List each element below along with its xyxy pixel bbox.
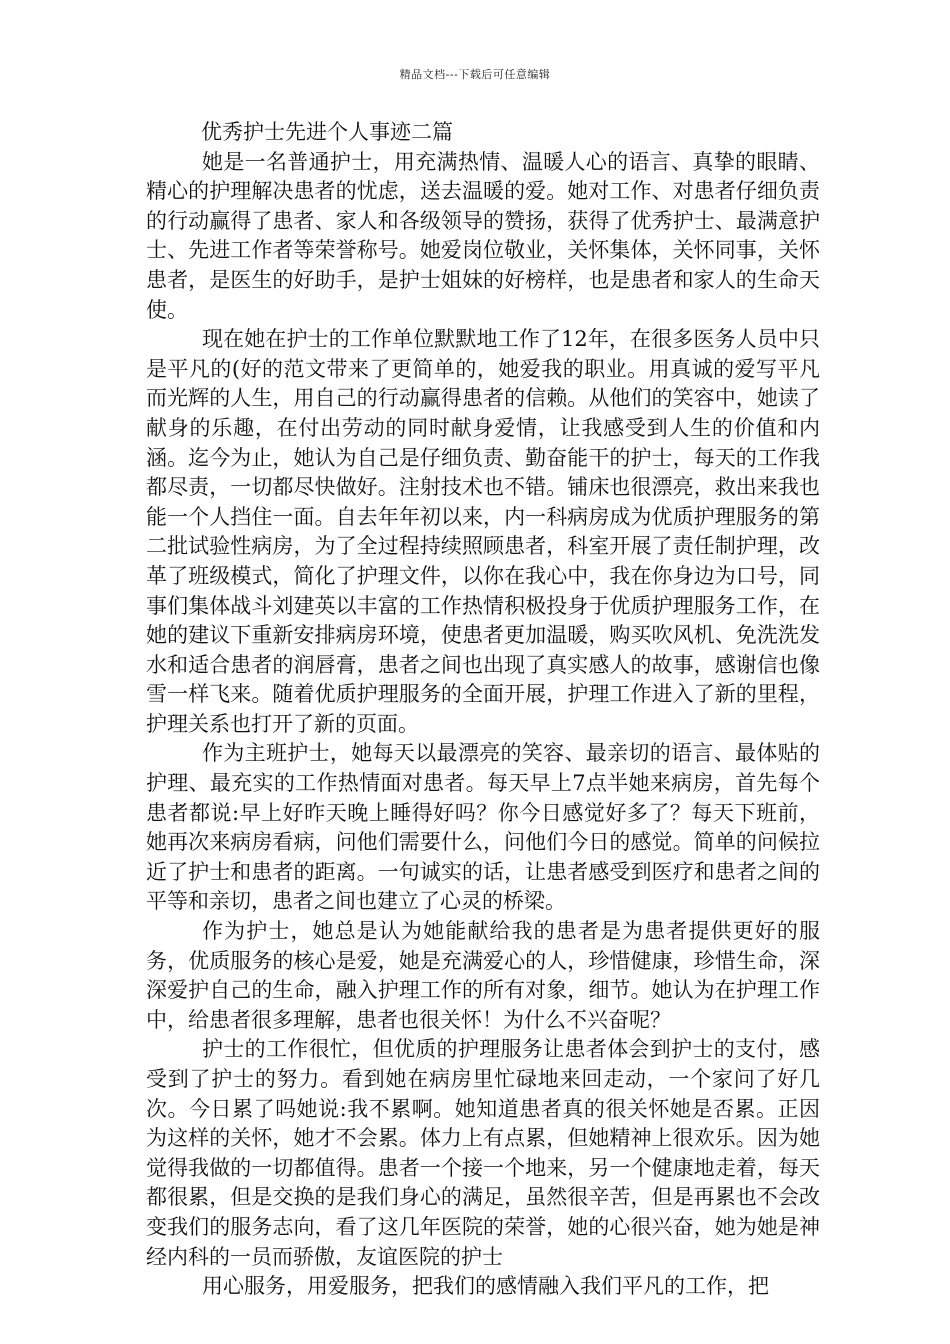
paragraph-3: 作为主班护士，她每天以最漂亮的笑容、最亲切的语言、最体贴的护理、最充实的工作热情面对患者。每天早上7点半她来病房，首先每个患者都说:早上好昨天晚上睡得好吗？你今日感觉好多了？每天下班前，她再次来病房看病，问他们需要什么，问他们今日的感觉。简单的问候拉近了护士和患者的距离。一句诚实的话，让患者感受到医疗和患者之间的平等和亲切，患者之间也建立了心灵的桥梁。 [146,741,820,914]
paragraph-4: 作为护士，她总是认为她能献给我的患者是为患者提供更好的服务，优质服务的核心是爱，她是充满爱心的人，珍惜健康，珍惜生命，深深爱护自己的生命，融入护理工作的所有对象，细节。她认为在护理工作中，给患者很多理解，患者也很关怀！为什么不兴奋呢？ [146,919,820,1032]
document-title: 优秀护士先进个人事迹二篇 [201,120,453,144]
page-header: 精品文档---下载后可任意编辑 [399,68,551,81]
paragraph-1: 她是一名普通护士，用充满热情、温暖人心的语言、真挚的眼睛、精心的护理解决患者的忧虑，送去温暖的爱。她对工作、对患者仔细负责的行动赢得了患者、家人和各级领导的赞扬，获得了优秀护士、最满意护士、先进工作者等荣誉称号。她爱岗位敬业，关怀集体，关怀同事，关怀患者，是医生的好助手，是护士姐妹的好榜样，也是患者和家人的生命天使。 [146,149,820,322]
paragraph-6: 用心服务，用爱服务，把我们的感情融入我们平凡的工作，把 [202,1274,769,1299]
paragraph-5: 护士的工作很忙，但优质的护理服务让患者体会到护士的支付，感受到了护士的努力。看到她在病房里忙碌地来回走动，一个家问了好几次。今日累了吗她说:我不累啊。她知道患者真的很关怀她是否累。正因为这样的关怀，她才不会累。体力上有点累，但她精神上很欢乐。因为她觉得我做的一切都值得。患者一个接一个地来，另一个健康地走着，每天都很累，但是交换的是我们身心的满足，虽然很辛苦，但是再累也不会改变我们的服务志向，看了这几年医院的荣誉，她的心很兴奋，她为她是神经内科的一员而骄傲，友谊医院的护士 [146,1037,820,1269]
paragraph-2: 现在她在护士的工作单位默默地工作了12年，在很多医务人员中只是平凡的(好的范文带来了更简单的，她爱我的职业。用真诚的爱写平凡而光辉的人生，用自己的行动赢得患者的信赖。从他们的笑容中，她读了献身的乐趣，在付出劳动的同时献身爱情，让我感受到人生的价值和内涵。迄今为止，她认为自己是仔细负责、勤奋能干的护士，每天的工作我都尽责，一切都尽快做好。注射技术也不错。铺床也很漂亮，救出来我也能一个人挡住一面。自去年年初以来，内一科病房成为优质护理服务的第二批试验性病房，为了全过程持续照顾患者，科室开展了责任制护理，改革了班级模式，简化了护理文件，以你在我心中，我在你身边为口号，同事们集体战斗刘建英以丰富的工作热情积极投身于优质护理服务工作，在她的建议下重新安排病房环境，使患者更加温暖，购买吹风机、免洗洗发水和适合患者的润唇膏，患者之间也出现了真实感人的故事，感谢信也像雪一样飞来。随着优质护理服务的全面开展，护理工作进入了新的里程，护理关系也打开了新的页面。 [146,327,820,736]
document-body [146,118,820,1302]
